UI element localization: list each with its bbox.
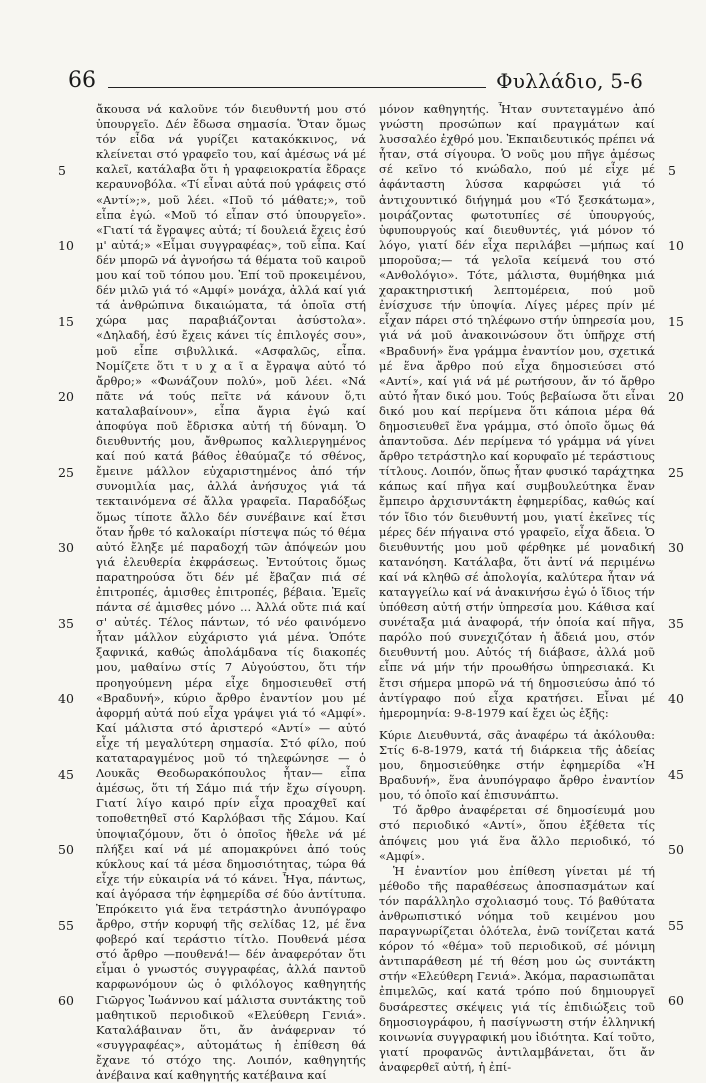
line-number-left: 5 (58, 163, 66, 178)
line-number-left: 60 (58, 993, 74, 1008)
line-number-right: 50 (668, 842, 684, 857)
line-number-right: 60 (668, 993, 684, 1008)
header-rule (108, 87, 486, 88)
paragraph: Ἡ ἐναντίον μου ἐπίθεση γίνεται μέ τή μέθοδο τῆς παραθέσεως ἀποσπασμάτων καί τόν παράλληλο σχολιασμό τους. Τό βαθύτατα ἀνθρωπιστικό νόημα τοῦ κειμένου μου παραγνωρίζεται ὁλότελα, ἐνῶ τονίζεται κατά κόρον τό «θέμα» τοῦ περιοδικοῦ, σέ μόνιμη ἀντιπαράθεση μέ τή θέση μου ὡς συντάκτη στήν «Ελεύθερη Γενιά». Ἀκόμα, παρασιωπᾶται ἐπιμελῶς, καί κατά τρόπο πού δημιουργεῖ δυσάρεστες σκέψεις γιά τίς ἐπιδιώξεις τοῦ δημοσιογράφου, ἡ πασίγνωστη στήν ἑλληνική κοινωνία συγγραφική μου ἰδιότητα. Καί τοῦτο, γιατί προφανῶς ἀντιλαμβάνεται, ὅτι ἄν ἀναφερθεῖ αὐτή, ἡ ἐπί- (379, 863, 655, 1074)
line-number-left: 10 (58, 238, 74, 253)
line-number-left: 35 (58, 616, 74, 631)
line-number-left: 25 (58, 465, 74, 480)
line-number-left: 50 (58, 842, 74, 857)
line-number-left: 15 (58, 314, 74, 329)
line-number-right: 20 (668, 389, 684, 404)
line-number-right: 5 (668, 163, 676, 178)
line-number-left: 30 (58, 540, 74, 555)
line-number-right: 30 (668, 540, 684, 555)
line-number-right: 15 (668, 314, 684, 329)
paragraph: Τό ἄρθρο ἀναφέρεται σέ δημοσίευμά μου στό περιοδικό «Αντί», ὅπου ἐξέθετα τίς ἀπόψεις μου γιά ἕνα ἄλλο περιοδικό, τό «Αμφί». (379, 803, 655, 863)
paragraph: μόνον καθηγητής. Ἦταν συντεταγμένο ἀπό γνώστη προσώπων καί πραγμάτων καί λυσσαλέο ἐχθρό μου. Ἐκπαιδευτικός πρέπει νά ἦταν, στά σίγουρα. Ὁ νοῦς μου πῆγε ἀμέσως σέ κεῖνο τό κνώδαλο, πού μέ εἶχε μέ ἀφάνταστη λύσσα καρφώσει γιά τό ἀντιχουντικό διήγημά μου «Τό ξεσκάτωμα», μοιράζοντας φωτοτυπίες σέ ὑπουργούς, ὑφυπουργούς καί διευθυντές, γιά μόνον τό λόγο, γιατί δέν εἶχα περιλάβει —μήπως καί μποροῦσα;— τά γελοῖα κείμενά του στό «Ανθολόγιο». Τότε, μάλιστα, θυμήθηκα μιά χαρακτηριστική λεπτομέρεια, πού μοῦ ἐνίσχυσε τήν ὑποψία. Λίγες μέρες πρίν μέ εἶχαν πάρει στό τηλέφωνο στήν ὑπηρεσία μου, γιά νά μοῦ ἀνακοινώσουν ὅτι ὑπῆρχε στή «Βραδυνή» ἕνα γράμμα ἐναντίον μου, σχετικά μέ ἕνα ἄρθρο πού εἶχα δημοσιεύσει στό «Αντί», καί γιά νά μέ ρωτήσουν, ἄν τό ἄρθρο αὐτό ἦταν δικό μου. Τούς βεβαίωσα ὅτι εἶναι δικό μου καί περίμενα ὅτι κάποια μέρα θά δημοσιευθεῖ ἕνα γράμμα, στό ὁποῖο ὅμως θά ἀπαντοῦσα. Δέν περίμενα τό γράμμα νά γίνει ἄρθρο τετράστηλο καί κορυφαῖο μέ τεράστιους τίτλους. Λοιπόν, ὅπως ἦταν φυσικό ταράχτηκα κάπως καί πῆγα καί συμβουλεύτηκα ἕναν ἔμπειρο ἀρχισυντάκτη ἐφημερίδας, καθώς καί τόν ἴδιο τόν διευθυντή μου, γιατί ἐκεῖνες τίς μέρες δέν πήγαινα στό γραφεῖο, εἶχα ἄδεια. Ὁ διευθυντής μου μοῦ φέρθηκε μέ μοναδική κατανόηση. Κατάλαβα, ὅτι ἀντί νά περιμένω καί νά κληθῶ σέ ἀπολογία, καλύτερα ἦταν νά καταγγείλω καί νά ἀνακινήσω ἐγώ ὁ ἴδιος τήν ὑπόθεση αὐτή στήν ὑπηρεσία μου. Κάθισα καί συνέταξα μιά ἀναφορά, τήν ὁποία καί πῆγα, παρόλο πού συνεχιζόταν ἡ ἄδειά μου, στόν διευθυντή μου. Αὐτός τή διάβασε, ἀλλά μοῦ εἶπε νά μήν τήν προωθήσω ὑπηρεσιακά. Κι ἔτσι σήμερα μπορῶ νά τή δημοσιεύσω ἀπό τό ἀντίγραφο πού εἶχα κρατήσει. Εἶναι μέ ἡμερομηνία: 9-8-1979 καί ἔχει ὡς ἑξῆς: (379, 102, 655, 720)
running-title: Φυλλάδιο, 5-6 (496, 69, 643, 93)
left-column (96, 102, 366, 1082)
letter-salutation-paragraph: Κύριε Διευθυντά, σᾶς ἀναφέρω τά ἀκόλουθα: Στίς 6-8-1979, κατά τή διάρκεια τῆς ἀδείας μου, δημοσιεύθηκε στήν ἐφημερίδα «Ἡ Βραδυνή», ἕνα ἀνυπόγραφο ἄρθρο ἐναντίον μου, τό ὁποῖο καί ἐπισυνάπτω. (379, 727, 655, 803)
line-number-right: 25 (668, 465, 684, 480)
line-number-right: 55 (668, 918, 684, 933)
page-number: 66 (68, 68, 96, 93)
line-number-right: 35 (668, 616, 684, 631)
right-column (379, 102, 655, 1074)
line-number-right: 45 (668, 767, 684, 782)
line-number-right: 10 (668, 238, 684, 253)
line-number-right: 40 (668, 691, 684, 706)
line-number-left: 55 (58, 918, 74, 933)
line-number-left: 45 (58, 767, 74, 782)
line-number-left: 20 (58, 389, 74, 404)
paragraph: ἄκουσα νά καλοῦνε τόν διευθυντή μου στό ὑπουργεῖο. Δέν ἔδωσα σημασία. Ὅταν ὅμως τόν εἶδα νά γυρίζει κατακόκκινος, νά κλείνεται στό γραφεῖο του, καί ἀμέσως νά μέ καλεῖ, κατάλαβα ὅτι ἡ γραφειοκρατία ἔδραςε κεραυνοβόλα. «Τί εἶναι αὐτά πού γράφεις στό «Αντί»;», μοῦ λέει. «Ποῦ τό μάθατε;», τοῦ εἶπα ἐγώ. «Μοῦ τό εἶπαν στό ὑπουργεῖο». «Γιατί τά ἔγραψες αὐτά; τί δουλειά ἔχεις ἐσύ μ' αὐτά;» «Εἶμαι συγγραφέας», τοῦ εἶπα. Καί δέν μπορῶ νά ἀγνοήσω τά θέματα τοῦ καιροῦ μου καί τοῦ τόπου μου. Ἐπί τοῦ προκειμένου, δέν μιλῶ γιά τό «Αμφί» μονάχα, ἀλλά καί γιά τά ἀνθρώπινα δικαιώματα, τά ὁποῖα στή χώρα μας παραβιάζονται ἀσύστολα». «Δηλαδή, ἐσύ ἔχεις κάνει τίς ἐπιλογές σου», μοῦ εἶπε σιβυλλικά. «Ασφαλῶς, εἶπα. Νομίζετε ὅτι τ υ χ α ῖ α ἔγραψα αὐτό τό ἄρθρο;» «Φωνάζουν πολύ», μοῦ λέει. «Νά πᾶτε νά τούς πεῖτε νά κάνουν ὅ,τι καταλαβαίνουν», εἶπα ἄγρια ἐγώ καί ἀποφύγα ποῦ ἔδρισκα αὐτή τή δύναμη. Ὁ διευθυντής μου, ἄνθρωπος καλλιεργημένος καί πού κατά βάθος ἐθαύμαζε τό σθένος, ἔμεινε μάλλον εὐχαριστημένος ἀπό τήν συνομιλία μας, ἀλλά ἀνήσυχος γιά τά τεκταινόμενα σέ ἄλλα γραφεῖα. Παραδόξως ὅμως τίποτε ἄλλο δέν συνέβαινε καί ἔτσι ὅταν ἦρθε τό καλοκαίρι πίστεψα πώς τό θέμα αὐτό ἔληξε μέ παραδοχή τῶν ἀπόψεών μου γιά ἐλευθερία ἐκφράσεως. Ἐντούτοις ὅμως παρατηρούσα ὅτι δέν μέ ἔβαζαν πιά σέ ἐπιτροπές, ἁμισθες ἐπιτροπές, βέβαια. Ἐμεῖς πάντα σέ ἀμισθες μόνο ... Ἀλλά οὔτε πιά καί σ' αὐτές. Τέλος πάντων, τό νέο φαινόμενο ἦταν μάλλον εὐχάριστο γιά μένα. Ὁπότε ξαφνικά, καθώς ἀπολάμδανα τίς διακοπές μου, μαθαίνω στίς 7 Αὐγούστου, ὅτι τήν προηγούμενη μέρα εἶχε δημοσιευθεῖ στή «Βραδυνή», κύριο ἄρθρο ἐναντίον μου μέ ἀφορμή αὐτά πού εἶχα γράψει γιά τό «Αμφί». Καί μάλιστα στό ἀριστερό «Αντί» — αὐτό εἶχε τή μεγαλύτερη σημασία. Στό φίλο, πού καταταραγμένος μοῦ τό τηλεφώνησε — ὁ Λουκᾶς Θεοδωρακόπουλος ἦταν— εἶπα ἀμέσως, ὅτι τή Σάμο πιά τήν ἔχω σίγουρη. Γιατί λίγο καιρό πρίν εἶχα προαχθεῖ καί τοποθετηθεῖ στό Καρλόβασι τῆς Σάμου. Καί ὑποψιαζόμουν, ὅτι ὁ ὁποῖος ἤθελε νά μέ πλήξει καί νά μέ απομακρύνει ἀπό τούς κύκλους καί τά μέσα δημοσιότητας, τώρα θά εἶχε τήν εὐκαιρία νά τό κάνει. Ἦγα, πάντως, καί ἀγόρασα τήν ἐφημερίδα σέ δύο ἀντίτυπα. Ἐπρόκειτο γιά ἕνα τετράστηλο ἀνυπόγραφο ἄρθρο, στήν κορυφή τῆς σελίδας 12, μέ ἕνα φοβερό καί τεράστιο τίτλο. Πουθενά μέσα στό ἄρθρο —πουθενά!— δέν ἀναφερόταν ὅτι εἶμαι ὁ γνωστός συγγραφέας, ἀλλά παντοῦ καρφωνόμουν ὡς ὁ φιλόλογος καθηγητής Γιῶργος Ἰωάννου καί μάλιστα συντάκτης τοῦ μαθητικοῦ περιοδικοῦ «Ελεύθερη Γενιά». Καταλάβαιναν ὅτι, ἄν ἀνάφερναν τό «συγγραφέας», αὐτομάτως ἡ ἐπίθεση θά ἔχανε τό στόχο της. Λοιπόν, καθηγητής ἀνέβαινα καί καθηγητής κατέβαινα καί (96, 102, 366, 1082)
line-number-left: 40 (58, 691, 74, 706)
page-header (68, 62, 643, 92)
